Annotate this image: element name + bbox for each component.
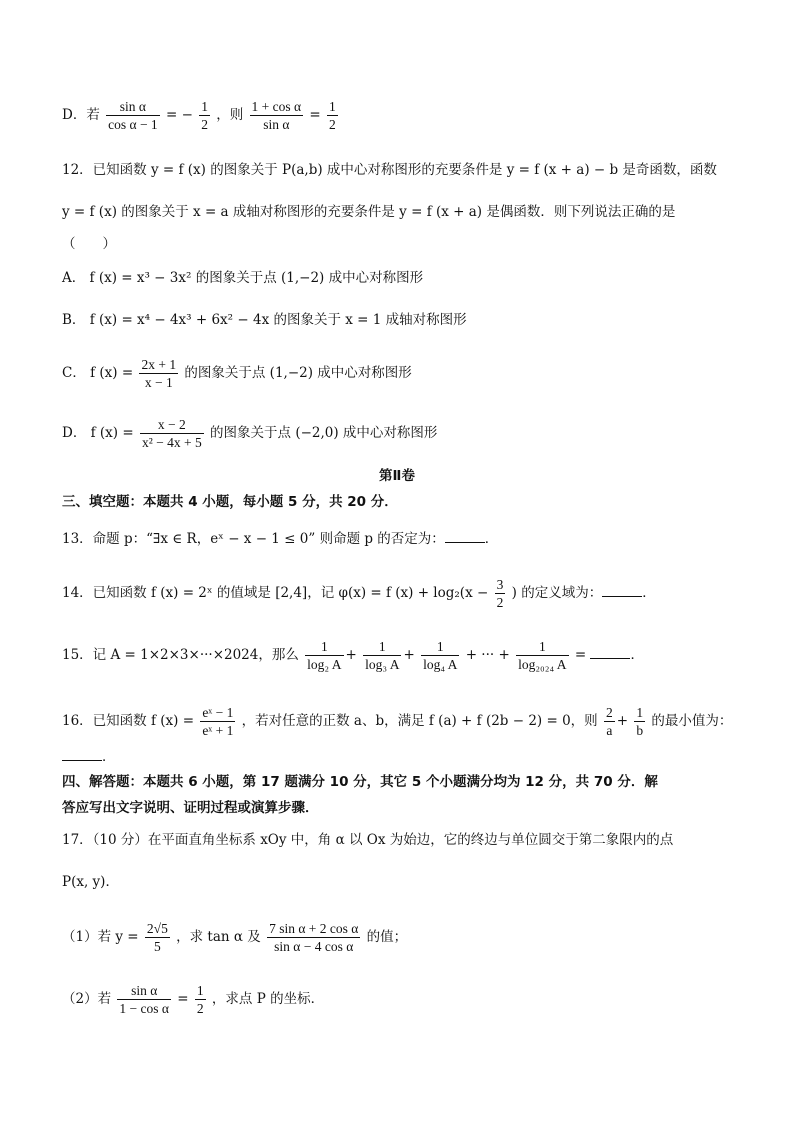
- fraction: $\frac{\text{7 sin α + 2 cos α}}{\text{sin α − 4 cos α}}$: [269, 921, 359, 954]
- fraction: $\frac{x - 2}{\text{x² − 4x + 5}}$: [141, 417, 202, 450]
- answer-blank: [445, 528, 485, 543]
- question-16: 16．已知函数 f (x) = $\frac{\text{eˣ − 1}}{\text{eˣ + 1}}$ ，若对任意的正数 a、b，满足 f (a) + f (2b − 2) = 0，则 $\frac{2}{a}$ + $\frac{1}{b}$ 的最小值为：: [62, 705, 733, 738]
- question-17-part-2: （2）若 $\frac{\text{sin α}}{\text{1 − cos α}}$ = $\frac{1}{2}$ ，求点 P 的坐标．: [62, 983, 325, 1016]
- fraction: $\frac{1}{\text{log₂₀₂₄ A}}$: [518, 639, 567, 672]
- option-12-d: D． f (x) = $\frac{x - 2}{\text{x² − 4x + 5}}$ 的图象关于点 (−2,0) 成中心对称图形: [62, 417, 438, 450]
- fraction: $\frac{1}{2}$: [196, 983, 204, 1016]
- question-12-line-2: y = f (x) 的图象关于 x = a 成轴对称图形的充要条件是 y = f (x + a) 是偶函数．则下列说法正确的是: [62, 204, 676, 220]
- answer-blank: [590, 644, 630, 659]
- option-12-b: B． f (x) = x⁴ − 4x³ + 6x² − 4x 的图象关于 x = 1 成轴对称图形: [62, 312, 467, 328]
- answer-blank: [602, 582, 642, 597]
- fraction: $\frac{2}{a}$: [605, 705, 613, 738]
- fraction: $\frac{1}{2}$: [329, 99, 336, 132]
- question-17-line-1: 17．（10 分）在平面直角坐标系 xOy 中，角 α 以 Ox 为始边，它的终边与单位圆交于第二象限内的点: [62, 832, 674, 848]
- fraction: $\frac{1}{\text{log₂ A}}$: [307, 639, 342, 672]
- section-3-heading: 三、填空题：本题共 4 小题，每小题 5 分，共 20 分．: [62, 494, 398, 510]
- fraction: $\frac{2x + 1}{x - 1}$: [141, 357, 177, 390]
- fraction: $\frac{1}{\text{log₄ A}}$: [423, 639, 458, 672]
- question-12-line-1: 12．已知函数 y = f (x) 的图象关于 P(a,b) 成中心对称图形的充要条件是 y = f (x + a) − b 是奇函数，函数: [62, 162, 717, 178]
- option-12-a: A． f (x) = x³ − 3x² 的图象关于点 (1,−2) 成中心对称图形: [62, 270, 424, 286]
- section-4-heading-line-2: 答应写出文字说明、证明过程或演算步骤．: [62, 800, 319, 816]
- option-12-c: C． f (x) = $\frac{2x + 1}{x - 1}$ 的图象关于点 (1,−2) 成中心对称图形: [62, 357, 412, 390]
- fraction: $\frac{2√5}{5}$: [146, 921, 168, 954]
- part-2-title: 第Ⅱ卷: [379, 468, 415, 484]
- question-13: 13．命题 p：“∃x ∈ R，eˣ − x − 1 ≤ 0” 则命题 p 的否定为： ．: [62, 528, 498, 549]
- question-14: 14．已知函数 f (x) = 2ˣ 的值域是 [2,4]，记 φ(x) = f (x) + log₂(x − $\frac{3}{2}$ ) 的定义域为： ．: [62, 577, 656, 610]
- fraction: $\frac{3}{2}$: [496, 577, 504, 610]
- question-12-paren: （ ）: [62, 236, 116, 252]
- question-16-blank: ．: [62, 746, 116, 767]
- question-15: 15．记 A = 1×2×3×···×2024，那么 $\frac{1}{\text{log₂ A}}$ + $\frac{1}{\text{log₃ A}}$ + $\frac{1}{\text{log₄ A}}$ + ··· + $\frac{1}{\text{log₂₀₂₄ A}}$ = ．: [62, 639, 644, 672]
- option-11-d: D．若 $\frac{\text{sin α}}{\text{cos α − 1}}$ = − $\frac{1}{2}$ ，则 $\frac{\text{1 + cos α}}{\text{sin α}}$ = $\frac{1}{2}$: [62, 99, 336, 132]
- question-17-line-2: P(x, y)．: [62, 874, 119, 890]
- fraction: $\frac{1}{\text{log₃ A}}$: [365, 639, 400, 672]
- answer-blank: [62, 746, 102, 761]
- fraction: $\frac{\text{eˣ − 1}}{\text{eˣ + 1}}$: [202, 705, 234, 738]
- fraction: $\frac{1}{2}$: [201, 99, 208, 132]
- fraction: $\frac{\text{1 + cos α}}{\text{sin α}}$: [251, 99, 302, 132]
- question-17-part-1: （1）若 y = $\frac{2√5}{5}$ ，求 tan α 及 $\frac{\text{7 sin α + 2 cos α}}{\text{sin α − 4 cos α}}$ 的值；: [62, 921, 408, 954]
- fraction: $\frac{1}{b}$: [636, 705, 644, 738]
- fraction: $\frac{\text{sin α}}{\text{cos α − 1}}$: [108, 99, 158, 132]
- section-4-heading-line-1: 四、解答题：本题共 6 小题，第 17 题满分 10 分，其它 5 个小题满分均为 12 分，共 70 分．解: [62, 774, 658, 790]
- fraction: $\frac{\text{sin α}}{\text{1 − cos α}}$: [119, 983, 169, 1016]
